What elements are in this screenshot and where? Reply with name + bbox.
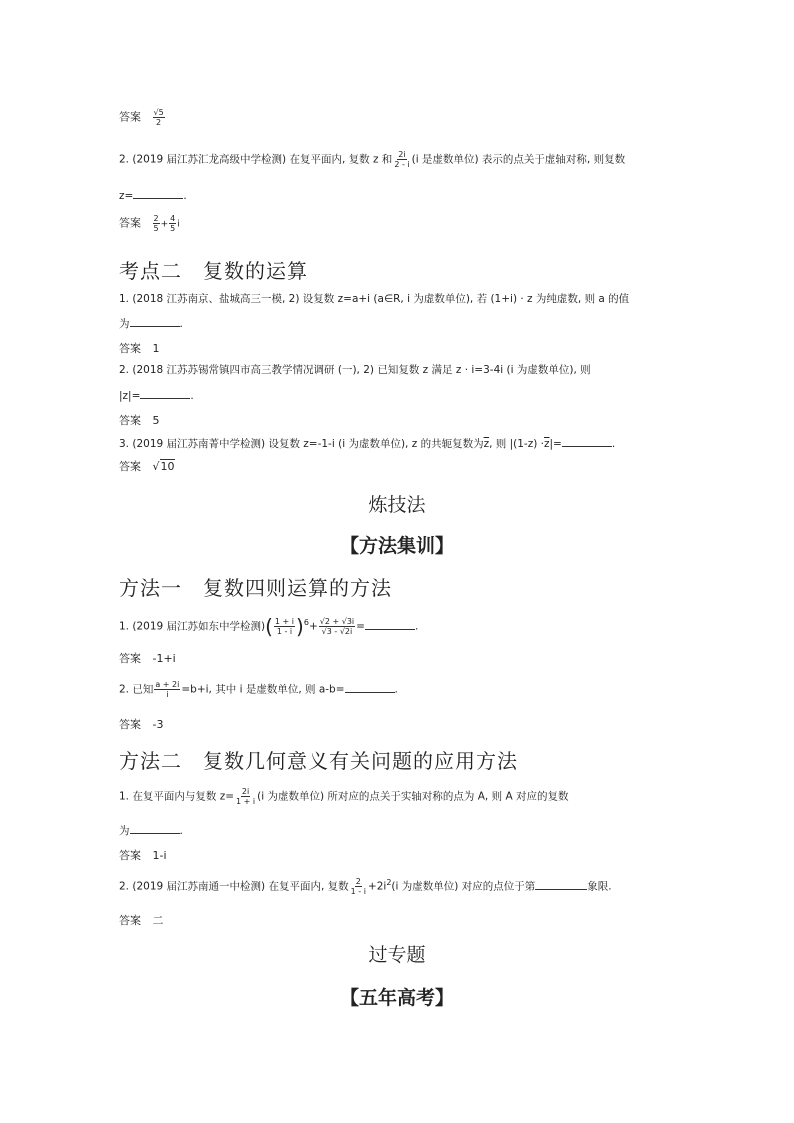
fraction-denominator: 1 - i — [276, 627, 293, 636]
fraction-denominator: 1 - i — [350, 887, 366, 896]
answer-plus: + — [160, 219, 169, 230]
sqrt-radicand: 10 — [160, 460, 175, 473]
fraction-denominator: i — [166, 690, 169, 699]
answer-blank[interactable] — [365, 619, 415, 630]
question-text-post: |= — [549, 438, 562, 450]
answer-label: 答案 — [119, 342, 141, 355]
question-3 — [119, 436, 615, 451]
left-paren: ( — [265, 614, 273, 639]
conjugate-z: $\overline{z}$ — [483, 438, 490, 450]
question-2 — [119, 680, 398, 699]
fraction-denominator: 5 — [153, 224, 159, 233]
question-2 — [119, 150, 625, 169]
answer-value: -3 — [152, 718, 164, 731]
answer-label: 答案 — [119, 460, 141, 473]
part-title: 炼技法 — [368, 494, 426, 516]
question-end: . — [414, 620, 419, 633]
answer-label: 答案 — [119, 414, 141, 427]
answer-fraction — [169, 214, 176, 233]
fraction-denominator: 5 — [170, 224, 176, 233]
fraction-denominator: √3 - √2i — [321, 627, 353, 636]
question-end: . — [179, 825, 183, 837]
part-title: 过专题 — [368, 944, 426, 966]
question-end: . — [190, 390, 194, 402]
question-fraction — [350, 877, 367, 896]
question-end: . — [394, 683, 398, 696]
fraction-numerator: 4 — [170, 214, 176, 223]
sqrt-sign: √ — [152, 460, 160, 473]
answer-blank[interactable] — [562, 436, 612, 447]
answer-value: 二 — [152, 914, 164, 927]
fraction-numerator: 2i — [398, 150, 406, 159]
question-2: 2. (2018 江苏苏锡常镇四市高三教学情况调研 (一), 2) 已知复数 z 满足 z · i=3-4i (i 为虚数单位), 则 — [119, 364, 591, 376]
question-2-line2 — [119, 388, 194, 403]
fraction-denominator: 2 — [156, 118, 162, 127]
question-1 — [119, 787, 568, 806]
answer-blank[interactable] — [140, 388, 190, 399]
answer-row — [119, 214, 180, 233]
fraction-numerator: 2i — [241, 787, 250, 796]
answer-value — [153, 460, 175, 473]
question-text: 为 — [119, 825, 130, 837]
question-text-cont: (i 为虚数单位) 所对应的点关于实轴对称的点为 A, 则 A 对应的复数 — [257, 790, 569, 803]
answer-value: 1 — [152, 342, 160, 355]
answer-label: 答案 — [119, 652, 141, 665]
exponent: 2 — [386, 878, 392, 887]
answer-row — [119, 412, 160, 428]
question-2 — [119, 876, 612, 896]
answer-blank[interactable] — [345, 682, 395, 693]
right-paren: ) — [296, 614, 304, 639]
answer-row — [119, 716, 163, 732]
answer-fraction — [153, 108, 165, 127]
question-fraction — [154, 680, 180, 699]
question-fraction — [235, 787, 256, 806]
section-heading: 方法一 复数四则运算的方法 — [119, 576, 392, 600]
question-1: 1. (2018 江苏南京、盐城高三一模, 2) 设复数 z=a+i (a∈R, i 为虚数单位), 若 (1+i) · z 为纯虚数, 则 a 的值 — [119, 293, 630, 305]
question-text: 2. 已知 — [119, 683, 154, 696]
fraction-denominator: 2 - i — [394, 160, 410, 169]
answer-value: 5 — [152, 414, 160, 427]
question-end: . — [179, 318, 183, 330]
question-text: 3. (2019 届江苏南菁中学检测) 设复数 z=-1-i (i 为虚数单位), z 的共轭复数为 — [119, 438, 484, 450]
answer-blank[interactable] — [133, 188, 183, 199]
section-heading: 考点二 复数的运算 — [119, 259, 308, 283]
answer-value: 1-i — [152, 849, 167, 862]
answer-row — [119, 108, 166, 127]
question-2-line2 — [119, 188, 187, 203]
answer-label: 答案 — [119, 914, 141, 927]
question-1-line2 — [119, 316, 183, 331]
question-1 — [119, 616, 418, 637]
plus-sign: + — [308, 620, 318, 633]
fraction-numerator: a + 2i — [155, 680, 180, 689]
answer-blank[interactable] — [130, 823, 180, 834]
answer-fraction — [153, 214, 160, 233]
question-fraction — [393, 150, 410, 169]
fraction-numerator: 2 — [153, 214, 159, 223]
question-text: 2. (2019 届江苏南通一中检测) 在复平面内, 复数 — [119, 880, 349, 893]
question-text-cont: =b+i, 其中 i 是虚数单位, 则 a-b= — [181, 683, 345, 696]
equals-sign: = — [356, 620, 365, 633]
answer-blank[interactable] — [130, 316, 180, 327]
question-text: 为 — [119, 318, 130, 330]
answer-label: 答案 — [119, 718, 141, 731]
question-text: |z|= — [119, 390, 141, 402]
question-text: 1. (2019 届江苏如东中学检测) — [119, 620, 266, 633]
question-1-line2 — [119, 823, 183, 838]
question-text: z= — [119, 190, 134, 202]
fraction-numerator: 2 — [355, 877, 361, 886]
answer-row — [119, 650, 176, 666]
question-text-cont: (i 是虚数单位) 表示的点关于虚轴对称, 则复数 — [411, 153, 626, 166]
answer-label: 答案 — [119, 110, 141, 124]
question-end: . — [611, 438, 616, 450]
fraction-numerator: √2 + √3i — [319, 617, 355, 626]
answer-label: 答案 — [119, 849, 141, 862]
answer-label: 答案 — [119, 216, 141, 230]
answer-imag: i — [177, 219, 180, 230]
part-subtitle: 【五年高考】 — [339, 987, 454, 1009]
conjugate-z: $\overline{z}$ — [544, 438, 550, 450]
answer-row — [119, 912, 164, 928]
question-end: 象限. — [587, 880, 612, 893]
section-heading: 方法二 复数几何意义有关问题的应用方法 — [119, 749, 518, 773]
fraction-denominator: 1 + i — [236, 797, 256, 806]
part-subtitle: 【方法集训】 — [339, 535, 454, 557]
question-text: 1. 在复平面内与复数 z= — [119, 790, 235, 803]
question-text-cont: (i 为虚数单位) 对应的点位于第 — [391, 880, 536, 893]
answer-row — [119, 847, 167, 863]
answer-row — [119, 340, 160, 356]
answer-value: -1+i — [152, 652, 176, 665]
fraction-numerator: 1 + i — [274, 617, 295, 626]
question-text-mid: , 则 |(1-z) · — [489, 438, 544, 450]
answer-blank[interactable] — [535, 879, 587, 890]
question-text: 2. (2019 届江苏汇龙高级中学检测) 在复平面内, 复数 z 和 — [119, 153, 393, 166]
exponent: 6 — [303, 618, 309, 627]
question-text-cont: +2i — [367, 880, 387, 893]
answer-row — [119, 458, 175, 474]
question-fraction — [274, 617, 295, 636]
question-fraction — [319, 617, 355, 636]
question-end: . — [183, 190, 187, 202]
fraction-numerator: √5 — [153, 108, 164, 117]
